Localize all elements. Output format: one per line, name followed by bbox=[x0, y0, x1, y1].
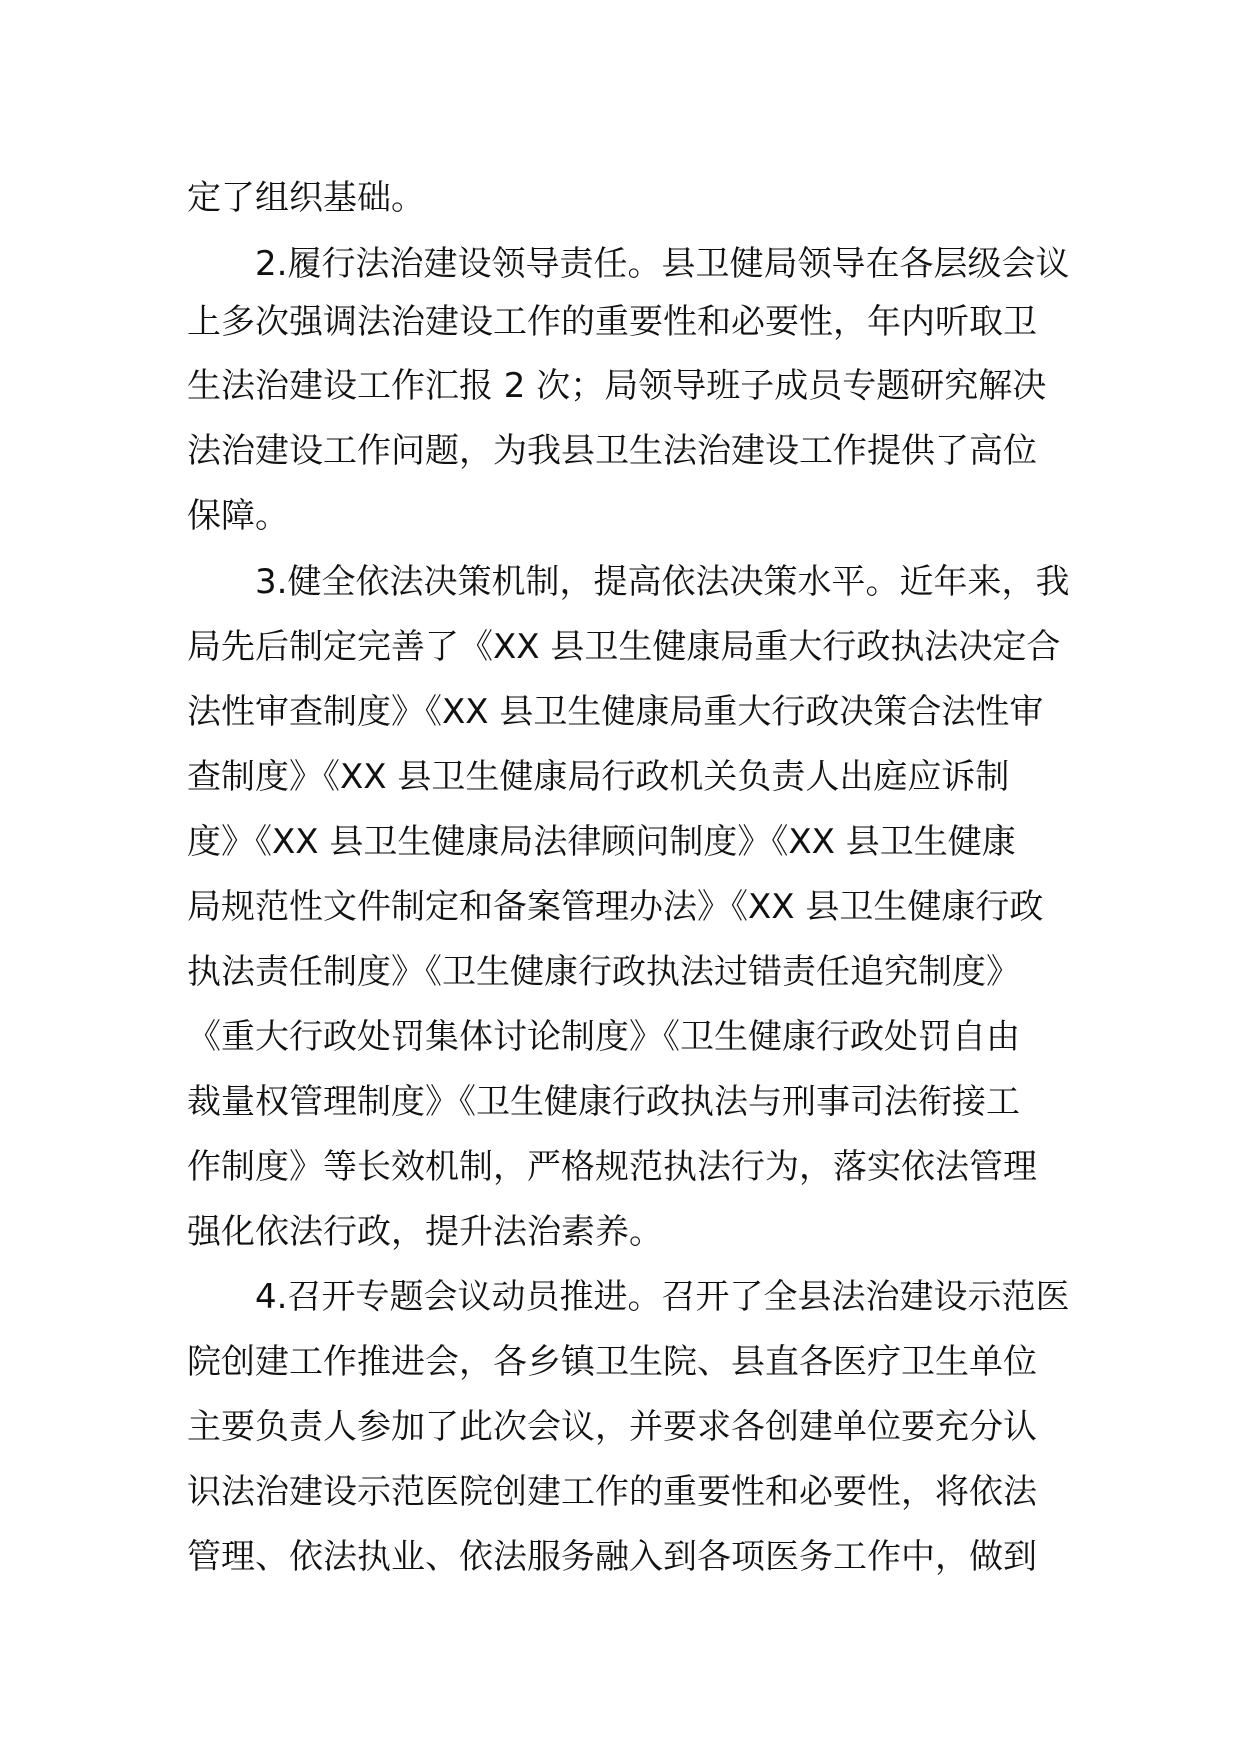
text-line: 院创建工作推进会，各乡镇卫生院、县直各医疗卫生单位 bbox=[187, 1342, 1037, 1382]
text-line: 2.履行法治建设领导责任。县卫健局领导在各层级会议 bbox=[255, 244, 1070, 284]
text-line: 执法责任制度》《卫生健康行政执法过错责任追究制度》 bbox=[187, 952, 1020, 992]
text-line: 生法治建设工作汇报 2 次；局领导班子成员专题研究解决 bbox=[187, 366, 1047, 406]
text-line: 《重大行政处罚集体讨论制度》《卫生健康行政处罚自由 bbox=[187, 1017, 1020, 1057]
text-line: 定了组织基础。 bbox=[187, 178, 425, 218]
text-line: 3.健全依法决策机制，提高依法决策水平。近年来，我 bbox=[255, 562, 1070, 602]
text-line: 查制度》《XX 县卫生健康局行政机关负责人出庭应诉制 bbox=[187, 757, 1010, 797]
text-line: 上多次强调法治建设工作的重要性和必要性，年内听取卫 bbox=[187, 302, 1037, 342]
text-line: 4.召开专题会议动员推进。召开了全县法治建设示范医 bbox=[255, 1277, 1070, 1317]
text-line: 保障。 bbox=[187, 496, 289, 536]
text-line: 法治建设工作问题，为我县卫生法治建设工作提供了高位 bbox=[187, 431, 1037, 471]
text-line: 局规范性文件制定和备案管理办法》《XX 县卫生健康行政 bbox=[187, 887, 1044, 927]
text-line: 度》《XX 县卫生健康局法律顾问制度》《XX 县卫生健康 bbox=[187, 822, 1016, 862]
text-line: 局先后制定完善了《XX 县卫生健康局重大行政执法决定合 bbox=[187, 627, 1061, 667]
text-line: 作制度》等长效机制，严格规范执法行为，落实依法管理 bbox=[187, 1147, 1037, 1187]
text-line: 主要负责人参加了此次会议，并要求各创建单位要充分认 bbox=[187, 1407, 1037, 1447]
text-line: 裁量权管理制度》《卫生健康行政执法与刑事司法衔接工 bbox=[187, 1082, 1020, 1122]
text-line: 法性审查制度》《XX 县卫生健康局重大行政决策合法性审 bbox=[187, 692, 1044, 732]
text-line: 管理、依法执业、依法服务融入到各项医务工作中，做到 bbox=[187, 1537, 1037, 1577]
text-line: 强化依法行政，提升法治素养。 bbox=[187, 1212, 663, 1252]
text-line: 识法治建设示范医院创建工作的重要性和必要性，将依法 bbox=[187, 1472, 1037, 1512]
